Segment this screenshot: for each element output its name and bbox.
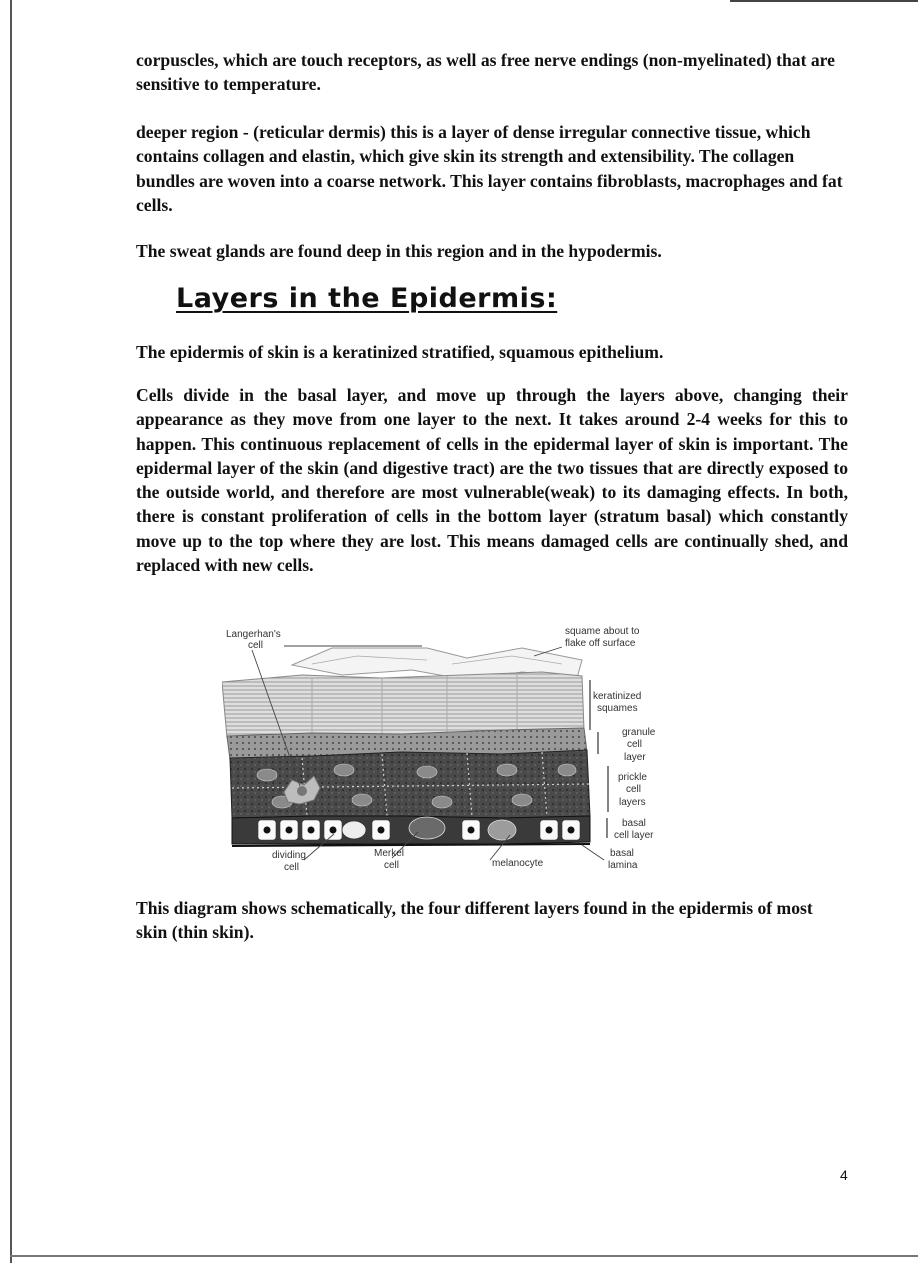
label-basal: basal bbox=[622, 818, 646, 829]
diagram-caption: This diagram shows schematically, the four different layers found in the epidermis of most skin (thin skin). bbox=[136, 898, 813, 943]
label-squame: squame about to bbox=[565, 626, 640, 637]
label-basal-cell-layer: cell layer bbox=[614, 830, 654, 841]
page-number: 4 bbox=[840, 1167, 848, 1183]
keratinized-layer bbox=[222, 672, 584, 738]
prickle-cell-layer bbox=[230, 750, 590, 818]
paragraph-epithelium: The epidermis of skin is a keratinized stratified, squamous epithelium. bbox=[136, 342, 664, 362]
label-granule-layer: layer bbox=[624, 752, 646, 763]
epidermis-layers-diagram bbox=[222, 620, 672, 876]
label-langerhans: Langerhan's bbox=[226, 629, 281, 640]
paragraph-reticular-dermis: deeper region - (reticular dermis) this is a layer of dense irregular connective tissue, which contains collagen and elastin, which give skin its strength and extensibility. The collagen bundles are woven into a coarse network. This layer contains fibroblasts, macrophages and fat cells. bbox=[136, 122, 843, 215]
label-prickle: prickle bbox=[618, 772, 647, 783]
label-dividing: dividing bbox=[272, 850, 306, 861]
label-prickle-layers: layers bbox=[619, 797, 646, 808]
dividing-cell-shape bbox=[342, 821, 366, 839]
paragraph-corpuscles: corpuscles, which are touch receptors, as well as free nerve endings (non-myelinated) that are sensitive to temperature. bbox=[136, 50, 835, 95]
paragraph-sweat-glands: The sweat glands are found deep in this region and in the hypodermis. bbox=[136, 241, 662, 261]
melanocyte-shape bbox=[488, 820, 516, 840]
label-granule-cell: cell bbox=[627, 739, 643, 750]
label-squame-flake: flake off surface bbox=[565, 638, 636, 649]
label-keratinized: keratinized bbox=[593, 691, 642, 702]
label-basal-lamina: basal bbox=[610, 848, 634, 859]
label-prickle-cell: cell bbox=[626, 784, 642, 795]
section-heading: Layers in the Epidermis: bbox=[176, 283, 558, 314]
scan-left-edge bbox=[10, 0, 12, 1263]
label-squames: squames bbox=[597, 703, 638, 714]
label-langerhans-cell: cell bbox=[248, 640, 264, 651]
basal-cell-layer bbox=[232, 816, 590, 846]
label-merkel: Merkel bbox=[374, 848, 405, 859]
scan-bottom-edge bbox=[10, 1255, 918, 1257]
label-merkel-cell: cell bbox=[384, 860, 400, 871]
label-melanocyte: melanocyte bbox=[492, 858, 544, 869]
paragraph-cell-division: Cells divide in the basal layer, and move up through the layers above, changing their appearance as they move from one layer to the next. It takes around 2-4 weeks for this to happen. This continuous replacement of cells in the epidermal layer of skin is important. The epidermal layer of the skin (and digestive tract) are the two tissues that are directly exposed to the outside world, and therefore are most vulnerable(weak) to its damaging effects. In both, there is constant proliferation of cells in the bottom layer (stratum basal) which constantly move up to the top where they are lost. This means damaged cells are continually shed, and replaced with new cells. bbox=[136, 385, 848, 576]
label-granule: granule bbox=[622, 727, 656, 738]
scan-top-edge bbox=[730, 0, 918, 2]
label-lamina: lamina bbox=[608, 860, 638, 871]
label-dividing-cell: cell bbox=[284, 862, 300, 873]
